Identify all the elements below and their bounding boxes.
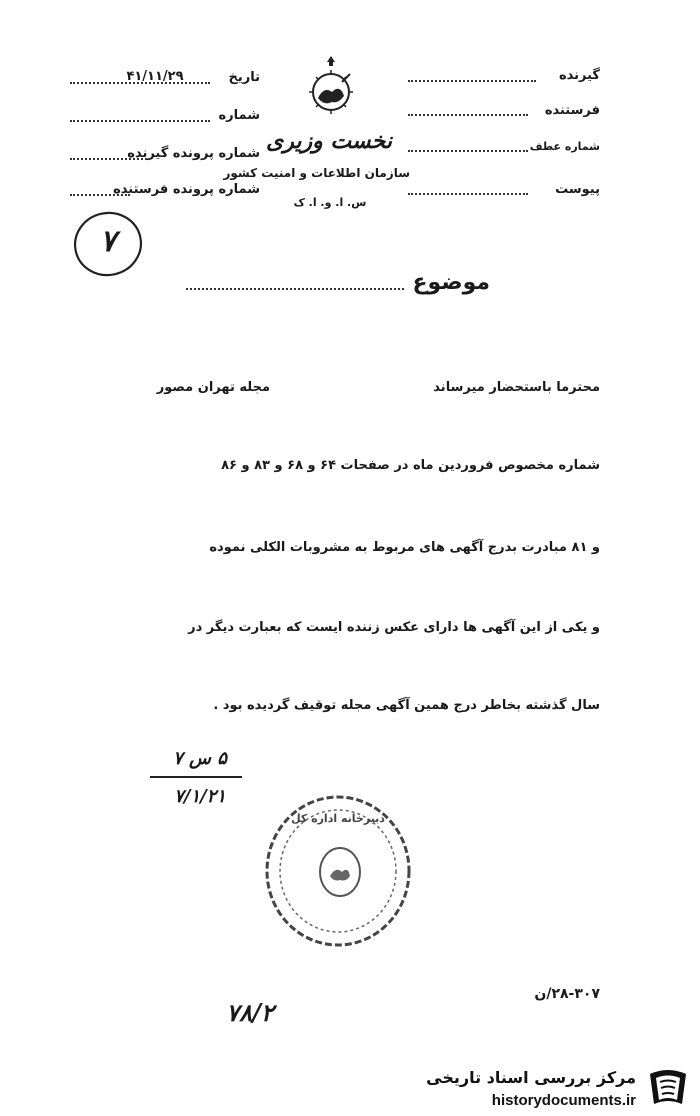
footer-watermark	[400, 1060, 700, 1116]
footer-website: historydocuments.ir	[491, 1092, 636, 1109]
reference-number-label: شماره عطف	[529, 140, 600, 153]
number-line	[70, 120, 210, 122]
emblem-code: س. ا. و. ا. ک	[293, 196, 367, 209]
recipient-file-label: شماره پرونده گیرنده	[127, 146, 260, 161]
signature-underline	[150, 776, 242, 778]
sender-file-line	[70, 194, 130, 196]
lion-and-sun-emblem-icon	[296, 52, 366, 124]
archive-logo-icon	[644, 1064, 692, 1112]
attachment-label: پیوست	[555, 182, 600, 197]
recipient-line	[408, 80, 536, 82]
body-line-2: و ۸۱ مبادرت بدرج آگهی های مربوط به مشروبات الکلی نموده	[209, 540, 600, 555]
page-number: ۷۸/۲	[226, 998, 274, 1027]
stamp-text: دبیرخانه اداره کل	[291, 812, 385, 825]
emblem-subtitle: سازمان اطلاعات و امنیت کشور	[223, 166, 410, 180]
signature-date: ۷/۱/۲۱	[174, 786, 226, 807]
attachment-line	[408, 193, 528, 195]
body-line-1: شماره مخصوص فروردین ماه در صفحات ۶۴ و ۶۸ و ۸۳ و ۸۶	[221, 458, 600, 473]
date-label: تاریخ	[228, 70, 260, 85]
circled-mark	[72, 208, 144, 280]
sender-line	[408, 114, 528, 116]
body-line-3: و یکی از این آگهی ها دارای عکس زننده ایست که بعبارت دیگر در	[188, 620, 600, 635]
sender-label: فرستنده	[544, 103, 600, 118]
body-line-4: سال گذشته بخاطر درج همین آگهی مجله توقیف گردیده بود .	[213, 698, 600, 713]
signature-initials: ۵ س ۷	[173, 748, 227, 769]
addressee: مجله تهران مصور	[156, 380, 270, 395]
subject-label: موضوع	[412, 270, 490, 295]
sender-file-label: شماره پرونده فرستنده	[113, 182, 260, 197]
number-label: شماره	[218, 108, 260, 123]
official-stamp	[262, 792, 414, 950]
date-value: ۴۱/۱۱/۲۹	[126, 69, 184, 84]
recipient-file-line	[70, 158, 150, 160]
reference-number: ۲۸-۳۰۷/ن	[534, 986, 600, 1002]
subject-line	[186, 288, 404, 290]
footer-org-name: مرکز بررسی اسناد تاریخی	[426, 1068, 636, 1087]
circled-mark-text: ۷	[99, 224, 117, 259]
salutation: محترما باستحضار میرساند	[433, 380, 600, 395]
emblem-title: نخست وزیری	[266, 128, 392, 154]
recipient-label: گیرنده	[558, 68, 600, 83]
reference-number-line	[408, 150, 528, 152]
